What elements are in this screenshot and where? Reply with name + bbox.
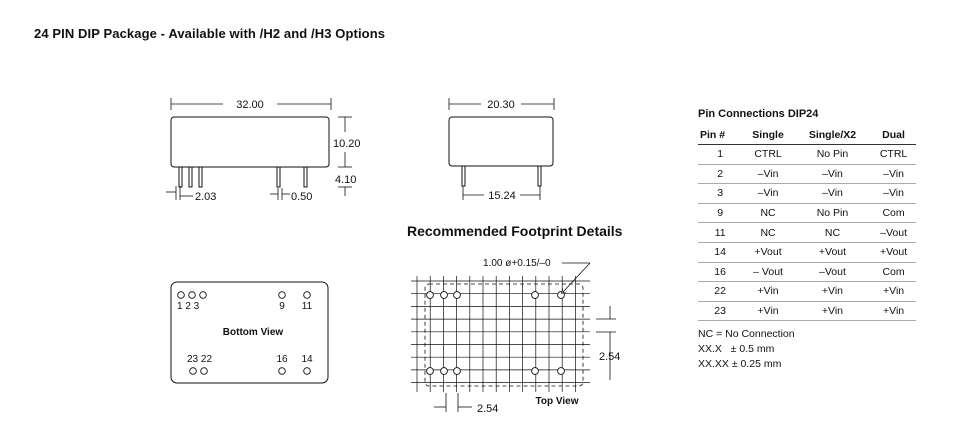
page-heading: 24 PIN DIP Package - Available with /H2 and /H3 Options (34, 26, 386, 41)
pin-table-cell: –Vin (794, 184, 871, 204)
table-row (698, 223, 916, 243)
pin-table-cell: +Vout (742, 242, 794, 262)
pin-table-cell: 1 (698, 145, 742, 165)
pin-table-cell: 11 (698, 223, 742, 243)
side-pins (179, 167, 307, 187)
pin-table-cell: – Vout (742, 262, 794, 282)
pin-table-cell: –Vin (794, 164, 871, 184)
table-row (698, 203, 916, 223)
side-height-label: 10.20 (333, 138, 361, 150)
pin-label-16: 16 (276, 354, 288, 365)
pin-table-body (698, 145, 916, 321)
pin-label-14: 14 (301, 354, 313, 365)
pin-table-cell: –Vin (871, 184, 916, 204)
module-body-side (171, 117, 329, 167)
pin-table-cell: –Vout (871, 223, 916, 243)
end-view (449, 98, 554, 202)
table-row (698, 184, 916, 204)
table-row (698, 145, 916, 165)
table-row (698, 164, 916, 184)
pin-table-cell: CTRL (742, 145, 794, 165)
pin-label-11: 11 (301, 301, 313, 312)
pin-table-cell: 22 (698, 282, 742, 302)
pin-table-cell: NC (794, 223, 871, 243)
footprint-holes (427, 292, 565, 375)
pin-table-header-cell: Single (742, 126, 794, 145)
pin-table-cell: +Vout (794, 242, 871, 262)
side-view (166, 98, 361, 203)
pin-table-cell: –Vin (742, 164, 794, 184)
pin-table-cell: 16 (698, 262, 742, 282)
table-row (698, 282, 916, 302)
pin-table-header-cell: Pin # (698, 126, 742, 145)
pin-table-cell: +Vin (871, 301, 916, 321)
side-pin-length-label: 4.10 (335, 174, 357, 186)
pin-table-cell: 14 (698, 242, 742, 262)
pin-table-cell: +Vin (794, 282, 871, 302)
pin-table-caption: Pin Connections DIP24 (698, 108, 819, 120)
side-pitch-label: 2.03 (195, 191, 217, 203)
pin-table-cell: No Pin (794, 145, 871, 165)
pin-label-1-2-3: 1 2 3 (177, 301, 200, 312)
pin-table-note: XX.X ± 0.5 mm (698, 343, 775, 356)
pin-label-9: 9 (279, 301, 285, 312)
side-pin-width-label: 0.50 (291, 191, 313, 203)
end-pin-spacing-label: 15.24 (488, 190, 516, 202)
bottom-view (171, 282, 328, 383)
pin-table-cell: Com (871, 262, 916, 282)
pin-table-cell: 2 (698, 164, 742, 184)
pin-connections-panel (698, 108, 916, 372)
pin-table-cell: CTRL (871, 145, 916, 165)
pin-table-header (698, 126, 916, 145)
pin-table-note: XX.XX ± 0.25 mm (698, 358, 782, 371)
pin-label-23-22: 23 22 (187, 354, 213, 365)
pin-connections-table (698, 126, 916, 321)
table-row (698, 242, 916, 262)
pin-table-cell: +Vout (871, 242, 916, 262)
pin-table-cell: –Vin (871, 164, 916, 184)
footprint-pitch-v-label: 2.54 (599, 351, 621, 363)
pin-table-cell: No Pin (794, 203, 871, 223)
pin-table-header-cell: Single/X2 (794, 126, 871, 145)
footprint-pitch-h-label: 2.54 (477, 403, 499, 415)
module-body-end (449, 117, 553, 166)
table-row (698, 262, 916, 282)
pin-table-cell: +Vin (794, 301, 871, 321)
pin-table-cell: +Vin (742, 282, 794, 302)
pin-table-cell: +Vin (871, 282, 916, 302)
pin-table-cell: –Vout (794, 262, 871, 282)
footprint-drawing (411, 258, 620, 415)
table-row (698, 301, 916, 321)
pin-table-cell: 3 (698, 184, 742, 204)
pin-table-cell: 23 (698, 301, 742, 321)
end-width-label: 20.30 (487, 99, 515, 111)
bottom-view-title: Bottom View (222, 327, 284, 338)
pin-table-note: NC = No Connection (698, 328, 795, 341)
pin-table-cell: NC (742, 203, 794, 223)
pin-table-cell: +Vin (742, 301, 794, 321)
pin-table-cell: NC (742, 223, 794, 243)
footprint-hole-label: 1.00 ø+0.15/–0 (483, 258, 551, 269)
footprint-view-label: Top View (535, 396, 579, 407)
pin-table-cell: 9 (698, 203, 742, 223)
pin-table-header-cell: Dual (871, 126, 916, 145)
pin-table-cell: –Vin (742, 184, 794, 204)
side-length-label: 32.00 (236, 99, 264, 111)
footprint-title: Recommended Footprint Details (407, 223, 623, 239)
pin-table-notes (698, 327, 916, 372)
pin-table-cell: Com (871, 203, 916, 223)
